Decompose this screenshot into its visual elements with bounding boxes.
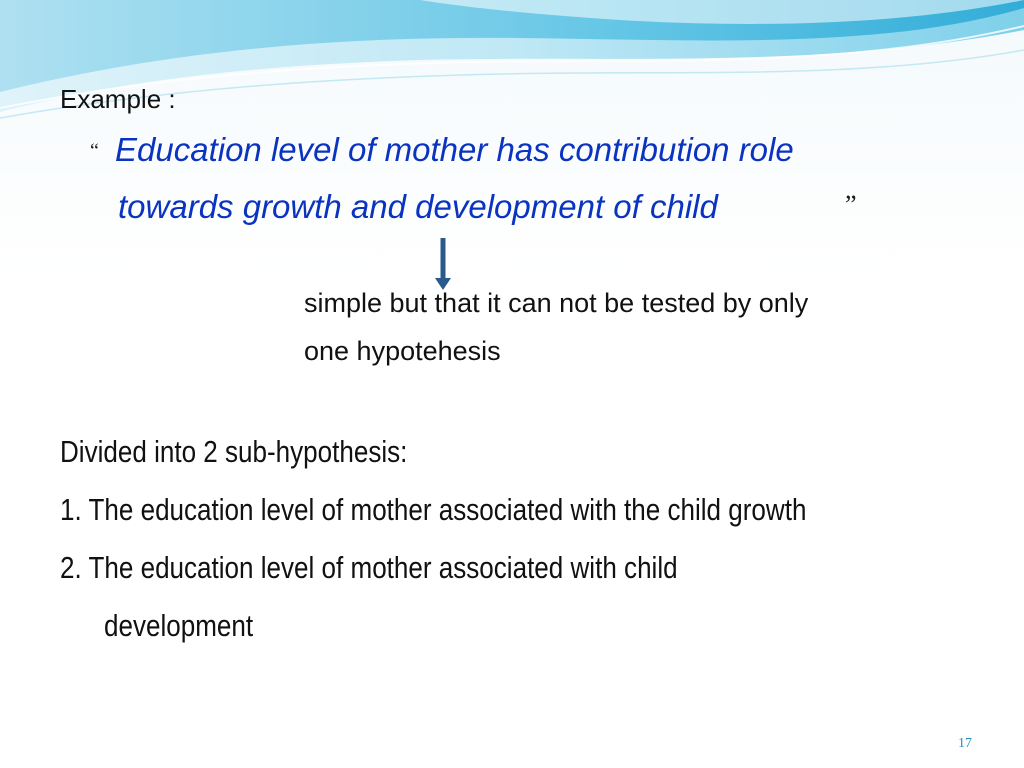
note-line-2: one hypotehesis bbox=[304, 336, 501, 366]
example-label: Example : bbox=[60, 84, 176, 114]
quote-text-line-2: towards growth and development of child bbox=[118, 188, 718, 225]
subhypothesis-item-2-line-1: 2. The education level of mother associated with child bbox=[60, 550, 678, 585]
page-number: 17 bbox=[958, 736, 972, 751]
subhypothesis-item-1: 1. The education level of mother associated with the child growth bbox=[60, 492, 807, 527]
open-quote-mark: “ bbox=[90, 140, 99, 162]
close-quote-mark: ” bbox=[845, 190, 857, 219]
down-arrow-icon bbox=[432, 236, 454, 292]
wave-header-decoration bbox=[0, 0, 1024, 140]
subhypothesis-item-2-line-2: development bbox=[104, 608, 254, 643]
note-line-1: simple but that it can not be tested by only bbox=[304, 288, 809, 318]
quote-text-line-1: Education level of mother has contribution role bbox=[115, 131, 794, 168]
subhypotheses-heading: Divided into 2 sub-hypothesis: bbox=[60, 434, 408, 469]
